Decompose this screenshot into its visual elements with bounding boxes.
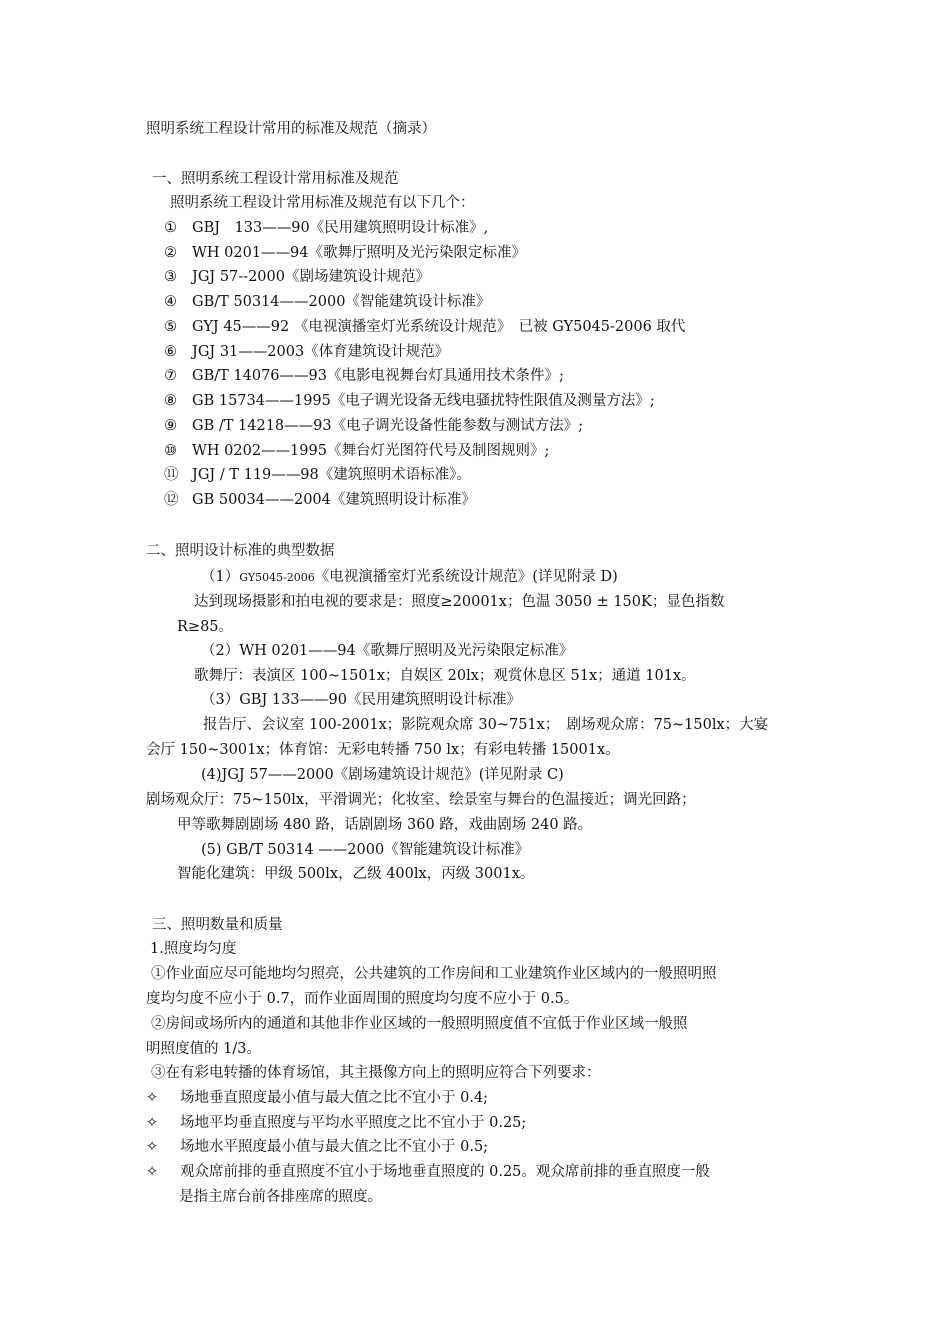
list-text: JGJ / T 119——98《建筑照明术语标准》。 [192, 467, 471, 483]
bullet-item-cont: 是指主席台前各排座席的照度。 [179, 1189, 382, 1205]
list-number: ⑤ [164, 319, 177, 335]
paragraph-4-body-cont: 甲等歌舞剧剧场 480 路，话剧剧场 360 路，戏曲剧场 240 路。 [177, 817, 593, 833]
paragraph-1-heading [201, 567, 618, 588]
paragraph-5-heading: (5) GB/T 50314 ——2000《智能建筑设计标准》 [201, 842, 530, 858]
list-number: ⑫ [164, 492, 179, 508]
list-text: JGJ 31——2003《体育建筑设计规范》 [192, 344, 450, 360]
paragraph-3-body: 报告厅、会议室 100-2001x；影院观众席 30~751x； 剧场观众席：75~150lx；大宴 [203, 717, 769, 733]
list-text: GB /T 14218——93《电子调光设备性能参数与测试方法》; [192, 418, 583, 434]
paragraph-4-body: 剧场观众厅：75~150lx，平滑调光；化妆室、绘景室与舞台的色温接近；调光回路； [146, 792, 696, 808]
paragraph-2-heading: （2）WH 0201——94《歌舞厅照明及光污染限定标准》 [201, 643, 574, 659]
list-item [164, 441, 549, 461]
section-1-intro: 照明系统工程设计常用标准及规范有以下几个： [170, 195, 475, 211]
list-number: ⑨ [164, 418, 177, 434]
list-item [164, 490, 476, 510]
bullet-text: 场地水平照度最小值与最大值之比不宜小于 0.5; [180, 1139, 489, 1155]
list-number: ③ [164, 269, 177, 285]
paragraph-1-body: 达到现场摄影和拍电视的要求是：照度≥20001x；色温 3050 ± 150K；显色指数 [194, 594, 725, 610]
diamond-bullet-icon: ✧ [146, 1139, 159, 1155]
clause-1: ①作业面应尽可能地均匀照亮，公共建筑的工作房间和工业建筑作业区域内的一般照明照 [151, 966, 717, 982]
clause-3: ③在有彩电转播的体育场馆，其主摄像方向上的照明应符合下列要求： [151, 1065, 601, 1081]
list-text: GB 15734——1995《电子调光设备无线电骚扰特性限值及测量方法》; [192, 393, 655, 409]
list-number: ⑦ [164, 368, 177, 384]
list-item [164, 391, 655, 411]
list-item [164, 218, 488, 238]
list-text: GB/T 50314——2000《智能建筑设计标准》 [192, 294, 491, 310]
paragraph-number: （1） [201, 569, 240, 585]
diamond-bullet-icon: ✧ [146, 1164, 159, 1180]
list-text: WH 0202——1995《舞台灯光图符代号及制图规则》; [192, 443, 550, 459]
list-number: ② [164, 245, 177, 261]
document-title: 照明系统工程设计常用的标准及规范（摘录） [146, 121, 436, 137]
list-item [164, 292, 490, 312]
list-item [164, 243, 526, 263]
list-text: JGJ 57--2000《剧场建筑设计规范》 [192, 269, 430, 285]
standard-code: GY5045-2006 [239, 571, 315, 584]
clause-2-cont: 明照度值的 1/3。 [146, 1041, 261, 1057]
section-2-heading: 二、照明设计标准的典型数据 [146, 543, 335, 559]
section-1-heading: 一、照明系统工程设计常用标准及规范 [152, 171, 399, 187]
paragraph-title: 《电视演播室灯光系统设计规范》(详见附录 D) [314, 569, 618, 585]
list-item [164, 317, 685, 337]
section-3-heading: 三、照明数量和质量 [152, 917, 283, 933]
list-text: GYJ 45——92 《电视演播室灯光系统设计规范》 已被 GY5045-2006 取代 [192, 319, 686, 335]
list-text: GB/T 14076——93《电影电视舞台灯具通用技术条件》; [192, 368, 564, 384]
bullet-item [146, 1088, 488, 1108]
list-number: ① [164, 220, 177, 236]
paragraph-2-body: 歌舞厅：表演区 100~1501x；自娱区 20lx；观赏休息区 51x；通道 101x。 [194, 668, 696, 684]
clause-1-cont: 度均匀度不应小于 0.7，而作业面周围的照度均匀度不应小于 0.5。 [146, 991, 579, 1007]
paragraph-4-heading: (4)JGJ 57——2000《剧场建筑设计规范》(详见附录 C) [201, 767, 564, 783]
list-text: GB 50034——2004《建筑照明设计标准》 [192, 492, 476, 508]
paragraph-1-body-cont: R≥85。 [177, 619, 234, 635]
bullet-text: 场地平均垂直照度与平均水平照度之比不宜小于 0.25; [180, 1115, 527, 1131]
bullet-text: 场地垂直照度最小值与最大值之比不宜小于 0.4; [180, 1090, 489, 1106]
list-item [164, 465, 471, 485]
list-number: ⑪ [164, 467, 179, 483]
list-text: WH 0201——94《歌舞厅照明及光污染限定标准》 [192, 245, 527, 261]
list-item [164, 416, 583, 436]
subheading-uniformity: 1.照度均匀度 [150, 941, 237, 957]
diamond-bullet-icon: ✧ [146, 1090, 159, 1106]
bullet-item [146, 1137, 488, 1157]
list-number: ④ [164, 294, 177, 310]
paragraph-3-body-cont: 会厅 150~3001x；体育馆：无彩电转播 750 lx；有彩电转播 15001x。 [146, 742, 620, 758]
list-item [164, 267, 430, 287]
bullet-text: 观众席前排的垂直照度不宜小于场地垂直照度的 0.25。观众席前排的垂直照度一般 [180, 1164, 710, 1180]
bullet-item [146, 1113, 526, 1133]
list-number: ⑥ [164, 344, 177, 360]
list-text: GBJ 133——90《民用建筑照明设计标准》, [192, 220, 489, 236]
list-item [164, 366, 564, 386]
paragraph-3-heading: （3）GBJ 133——90《民用建筑照明设计标准》 [201, 692, 522, 708]
list-number: ⑩ [164, 443, 177, 459]
bullet-item [146, 1162, 710, 1182]
paragraph-5-body: 智能化建筑：甲级 500lx，乙级 400lx，丙级 3001x。 [177, 866, 535, 882]
list-number: ⑧ [164, 393, 177, 409]
diamond-bullet-icon: ✧ [146, 1115, 159, 1131]
clause-2: ②房间或场所内的通道和其他非作业区域的一般照明照度值不宜低于作业区域一般照 [151, 1016, 688, 1032]
list-item [164, 342, 449, 362]
